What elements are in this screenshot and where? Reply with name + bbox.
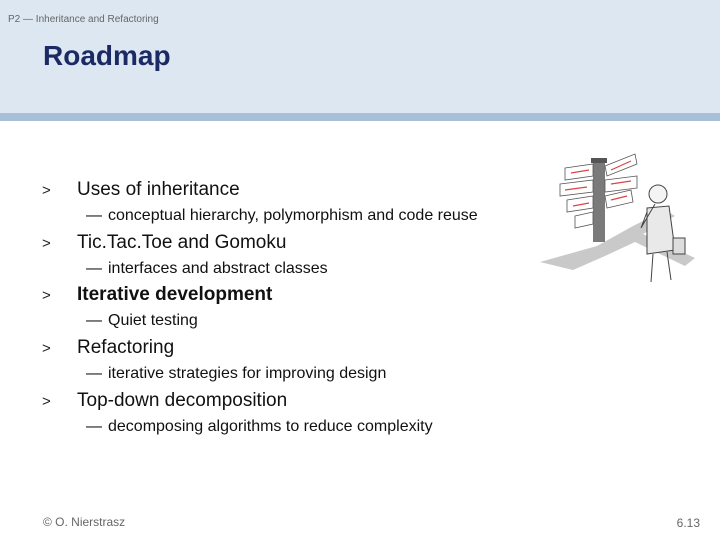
sign-left-4 (575, 212, 593, 228)
item-sub-label: interfaces and abstract classes (108, 260, 328, 277)
course-title: P2 — Inheritance and Refactoring (8, 14, 159, 25)
item-sub-label: conceptual hierarchy, polymorphism and code reuse (108, 207, 478, 224)
item-label: Top-down decomposition (77, 390, 288, 411)
person-coat (647, 206, 675, 254)
page-number: 6.13 (676, 516, 700, 530)
bullet-icon: > (42, 287, 51, 304)
roadmap-item (0, 284, 540, 334)
bullet-icon: > (42, 393, 51, 410)
signpost-pole (593, 160, 605, 242)
dash-icon: — (86, 418, 102, 435)
sign-left-3 (567, 196, 593, 212)
roadmap-item (0, 390, 540, 440)
person-head (649, 185, 667, 203)
dash-icon: — (86, 260, 102, 277)
item-sub-label: Quiet testing (108, 312, 198, 329)
roadmap-item (0, 179, 540, 229)
briefcase (673, 238, 685, 254)
roadmap-item (0, 337, 540, 387)
thinking-person (641, 185, 685, 282)
sign-right-2 (605, 176, 637, 192)
item-subtext (86, 418, 433, 436)
dash-icon: — (86, 365, 102, 382)
signpost-illustration (535, 150, 700, 300)
dash-icon: — (86, 312, 102, 329)
signpost-cap (591, 158, 607, 163)
footer-author: © O. Nierstrasz (43, 515, 126, 529)
item-label: Iterative development (77, 284, 273, 305)
bullet-icon: > (42, 182, 51, 199)
item-label: Refactoring (77, 337, 175, 358)
item-subtext (86, 365, 386, 383)
slide-title: Roadmap (43, 40, 171, 71)
dash-icon: — (86, 207, 102, 224)
item-label: Uses of inheritance (77, 179, 240, 200)
sign-right-3 (605, 190, 633, 208)
item-subtext (86, 207, 478, 225)
item-subtext (86, 260, 328, 278)
item-sub-label: decomposing algorithms to reduce complexity (108, 418, 433, 435)
item-subtext (86, 312, 198, 330)
item-label: Tic.Tac.Toe and Gomoku (77, 232, 287, 253)
person-leg (651, 254, 653, 282)
bullet-icon: > (42, 340, 51, 357)
header-rule (0, 113, 720, 121)
item-sub-label: iterative strategies for improving design (108, 365, 387, 382)
roadmap-item (0, 232, 540, 282)
bullet-icon: > (42, 235, 51, 252)
